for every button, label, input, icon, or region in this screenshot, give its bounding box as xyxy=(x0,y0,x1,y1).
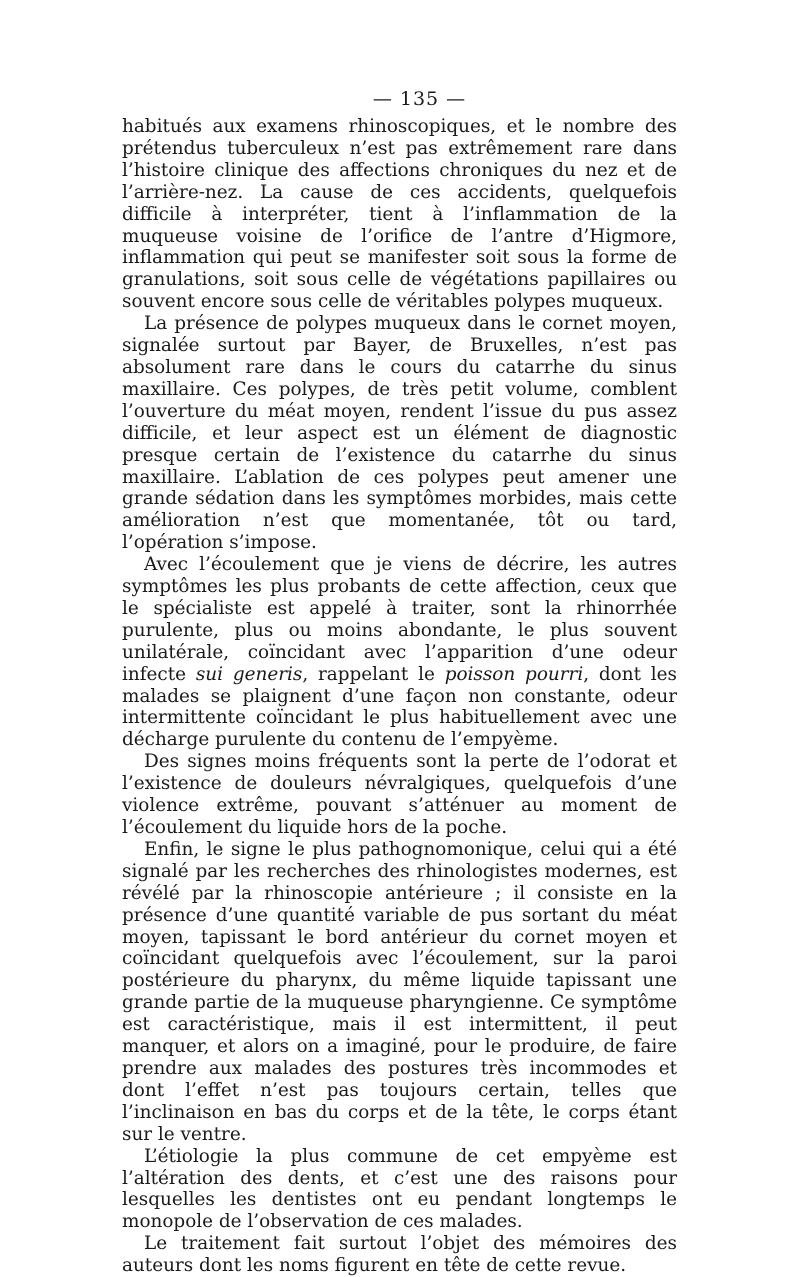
italic-text: poisson pourri xyxy=(444,663,584,685)
book-page xyxy=(122,88,677,1277)
paragraph xyxy=(122,751,677,839)
paragraph-text: Enfin, le signe le plus pathognomonique, celui qui a été signalé par les recherches des rhinologistes modernes, est révélé par la rhinoscopie antérieure ; il consiste en la présence d’une quantité variable de pus sortant du méat moyen, tapissant le bord antérieur du cornet moyen et coïncidant quelquefois avec l’écoulement, sur la paroi postérieure du pharynx, du même liquide tapissant une grande partie de la muqueuse pharyngienne. Ce symptôme est caractéristique, mais il est intermittent, il peut manquer, et alors on a imaginé, pour le produire, de faire prendre aux malades des postures très incommodes et dont l’effet n’est pas toujours certain, telles que l’inclinaison en bas du corps et de la tête, le corps étant sur le ventre. xyxy=(122,838,677,1145)
paragraph-text: La présence de polypes muqueux dans le cornet moyen, signalée surtout par Bayer, de Bruxelles, n’est pas absolument rare dans le cours du catarrhe du sinus maxillaire. Ces polypes, de très petit volume, comblent l’ouverture du méat moyen, rendent l’issue du pus assez difficile, et leur aspect est un élément de diagnostic presque certain de l’existence du catarrhe du sinus maxillaire. L’ablation de ces polypes peut amener une grande sédation dans les symptômes morbides, mais cette amélioration n’est que momentanée, tôt ou tard, l’opération s’impose. xyxy=(122,313,677,554)
paragraph-text: L’étiologie la plus commune de cet empyème est l’altération des dents, et c’est une des raisons pour lesquelles les dentistes ont eu pendant longtemps le monopole de l’observation de ces malades. xyxy=(122,1145,677,1233)
paragraph xyxy=(122,116,677,313)
italic-text: sui generis xyxy=(195,663,303,685)
paragraph xyxy=(122,1146,677,1234)
paragraph xyxy=(122,1233,677,1277)
page-number: — 135 — xyxy=(372,88,467,110)
paragraph xyxy=(122,839,677,1146)
paragraph-text: Avec l’écoulement que je viens de décrire, les autres symptômes les plus probants de cette affection, ceux que le spécialiste est appelé à traiter, sont la rhinorrhée purulente, plus ou moins abondante, le plus souvent unilatérale, coïncidant avec l’apparition d’une odeur infecte xyxy=(122,554,677,685)
paragraph-text: , rappelant le xyxy=(302,663,445,685)
paragraph xyxy=(122,313,677,554)
paragraph xyxy=(122,554,677,751)
paragraph-text: Des signes moins fréquents sont la perte de l’odorat et l’existence de douleurs névralgiques, quelquefois d’une violence extrême, pouvant s’atténuer au moment de l’écoulement du liquide hors de la poche. xyxy=(122,751,677,838)
paragraph-text: , dont les malades se plaignent d’une façon non constante, odeur intermittente coïncidant le plus habituellement avec une décharge purulente du contenu de l’empyème. xyxy=(122,663,677,751)
paragraph-text: habitués aux examens rhinoscopiques, et le nombre des prétendus tuberculeux n’est pas extrêmement rare dans l’histoire clinique des affections chroniques du nez et de l’arrière-nez. La cause de ces accidents, quelquefois difficile à interpréter, tient à l’inflammation de la muqueuse voisine de l’orifice de l’antre d’Higmore, inflammation qui peut se manifester soit sous la forme de granulations, soit sous celle de végétations papillaires ou souvent encore sous celle de véritables polypes muqueux. xyxy=(122,116,677,313)
body-text xyxy=(122,116,677,1277)
paragraph-text: Le traitement fait surtout l’objet des mémoires des auteurs dont les noms figurent en tête de cette revue. xyxy=(122,1233,677,1277)
